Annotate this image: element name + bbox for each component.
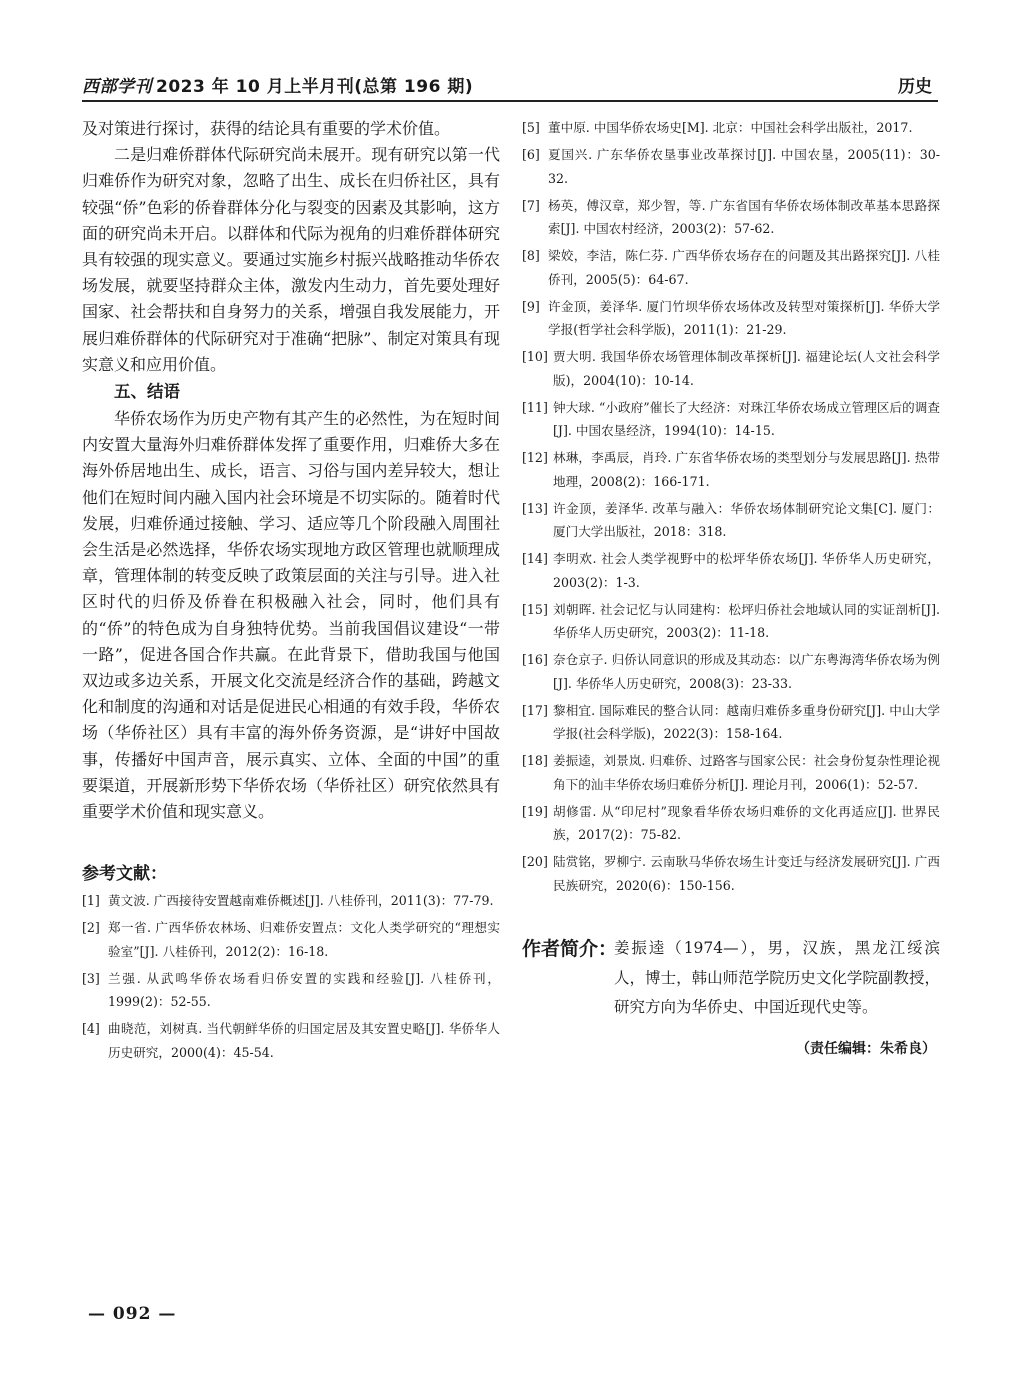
paragraph-1: 及对策进行探讨，获得的结论具有重要的学术价值。 xyxy=(82,119,451,138)
reference-item xyxy=(522,116,940,140)
reference-number: [17] xyxy=(522,702,548,718)
reference-text: 林琳，李禹辰，肖玲. 广东省华侨农场的类型划分与发展思路[J]. 热带地理，2008(2)：166-171. xyxy=(553,450,940,489)
reference-number: [1] xyxy=(82,893,100,909)
reference-text: 李明欢. 社会人类学视野中的松坪华侨农场[J]. 华侨华人历史研究，2003(2)：1-3. xyxy=(553,551,940,590)
reference-number: [10] xyxy=(522,349,548,364)
reference-text: 胡修雷. 从“印尼村”现象看华侨农场归难侨的文化再适应[J]. 世界民族，2017(2)：75-82. xyxy=(553,803,940,842)
reference-item xyxy=(82,889,500,913)
reference-text: 姜振逵，刘景岚. 归难侨、过路客与国家公民：社会身份复杂性理论视角下的汕丰华侨农场归难侨分析[J]. 理论月刊，2006(1)：52-57. xyxy=(553,753,940,792)
reference-item xyxy=(522,648,940,695)
reference-number: [5] xyxy=(522,120,540,135)
reference-number: [9] xyxy=(522,298,540,314)
section-label: 历史 xyxy=(898,77,932,97)
reference-list-left xyxy=(82,889,500,1064)
reference-number: [3] xyxy=(82,970,100,986)
reference-number: [13] xyxy=(522,500,548,516)
reference-item xyxy=(522,699,940,746)
reference-text: 董中原. 中国华侨农场史[M]. 北京：中国社会科学出版社，2017. xyxy=(548,120,913,135)
reference-number: [16] xyxy=(522,652,548,667)
reference-text: 许金顶，姜泽华. 改革与融入：华侨农场体制研究论文集[C]. 厦门：厦门大学出版社，2018：318. xyxy=(553,500,940,539)
reference-item xyxy=(82,967,500,1014)
paragraph-2: 二是归难侨群体代际研究尚未展开。现有研究以第一代归难侨作为研究对象，忽略了出生、成长在归侨社区，具有较强“侨”色彩的侨眷群体分化与裂变的因素及其影响，这方面的研究尚未开启。以群体和代际为视角的归难侨群体研究具有较强的现实意义。要通过实施乡村振兴战略推动华侨农场发展，就要坚持群众主体，激发内生动力，首先要处理好国家、社会帮扶和自身努力的关系，增强自我发展能力，开展归难侨群体的代际研究对于准确“把脉”、制定对策具有现实意义和应用价值。 xyxy=(82,145,500,374)
reference-item xyxy=(522,396,940,443)
reference-text: 曲晓范，刘树真. 当代朝鲜华侨的归国定居及其安置史略[J]. 华侨华人历史研究，2000(4)：45-54. xyxy=(108,1021,500,1060)
issue-label: 2023 年 10 月上半月刊(总第 196 期) xyxy=(156,77,474,97)
reference-item xyxy=(522,446,940,493)
reference-text: 刘朝晖. 社会记忆与认同建构：松坪归侨社会地域认同的实证剖析[J]. 华侨华人历史研究，2003(2)：11-18. xyxy=(553,601,940,640)
responsible-editor: （责任编辑：朱希良） xyxy=(796,1041,936,1057)
reference-text: 杨英，傅汉章，郑少智，等. 广东省国有华侨农场体制改革基本思路探索[J]. 中国农村经济，2003(2)：57-62. xyxy=(548,197,940,236)
journal-logo: 西部学刊 xyxy=(82,77,152,97)
reference-text: 梁姣，李洁，陈仁芬. 广西华侨农场存在的问题及其出路探究[J]. 八桂侨刊，2005(5)：64-67. xyxy=(548,248,940,287)
page-number: — 092 — xyxy=(88,1304,177,1324)
reference-item xyxy=(522,547,940,594)
author-bio xyxy=(522,934,940,1023)
reference-item xyxy=(522,345,940,392)
reference-list-right xyxy=(522,116,940,897)
reference-item xyxy=(522,194,940,241)
reference-text: 奈仓京子. 归侨认同意识的形成及其动态：以广东粤海湾华侨农场为例[J]. 华侨华人历史研究，2008(3)：23-33. xyxy=(553,652,940,691)
reference-text: 贾大明. 我国华侨农场管理体制改革探析[J]. 福建论坛(人文社会科学版)，2004(10)：10-14. xyxy=(553,349,940,388)
reference-text: 黄文波. 广西接待安置越南难侨概述[J]. 八桂侨刊，2011(3)：77-79. xyxy=(108,893,494,909)
reference-text: 钟大球. “小政府”催长了大经济：对珠江华侨农场成立管理区后的调查[J]. 中国农垦经济，1994(10)：14-15. xyxy=(553,399,940,438)
reference-text: 郑一省. 广西华侨农林场、归难侨安置点：文化人类学研究的“理想实验室”[J]. 八桂侨刊，2012(2)：16-18. xyxy=(108,920,500,959)
reference-number: [20] xyxy=(522,854,548,869)
paragraph-3: 华侨农场作为历史产物有其产生的必然性，为在短时间内安置大量海外归难侨群体发挥了重要作用，归难侨大多在海外侨居地出生、成长，语言、习俗与国内差异较大，想让他们在短时间内融入国内社会环境是不切实际的。随着时代发展，归难侨通过接触、学习、适应等几个阶段融入周围社会生活是必然选择，华侨农场实现地方政区管理也就顺理成章，管理体制的转变反映了政策层面的关注与引导。进入社区时代的归侨及侨眷在积极融入社会，同时，他们具有的“侨”的特色成为自身独特优势。当前我国倡议建设“一带一路”，促进各国合作共赢。在此背景下，借助我国与他国双边或多边关系，开展文化交流是经济合作的基础，跨越文化和制度的沟通和对话是促进民心相通的有效手段，华侨农场（华侨社区）具有丰富的海外侨务资源，是“讲好中国故事，传播好中国声音，展示真实、立体、全面的中国”的重要渠道，开展新形势下华侨农场（华侨社区）研究依然具有重要学术价值和现实意义。 xyxy=(82,409,500,822)
reference-item xyxy=(522,143,940,190)
reference-number: [11] xyxy=(522,399,548,415)
reference-number: [2] xyxy=(82,920,100,936)
reference-number: [4] xyxy=(82,1021,100,1037)
reference-item xyxy=(522,598,940,645)
reference-number: [7] xyxy=(522,197,540,213)
reference-text: 兰强. 从武鸣华侨农场看归侨安置的实践和经验[J]. 八桂侨刊，1999(2)：52-55. xyxy=(108,970,500,1010)
reference-number: [15] xyxy=(522,601,548,617)
reference-text: 黎相宜. 国际难民的整合认同：越南归难侨多重身份研究[J]. 中山大学学报(社会科学版)，2022(3)：158-164. xyxy=(553,702,940,741)
section-5-title: 五、结语 xyxy=(114,382,180,402)
reference-number: [18] xyxy=(522,753,548,768)
reference-number: [8] xyxy=(522,248,540,263)
left-column xyxy=(82,116,500,1068)
reference-item xyxy=(522,497,940,544)
reference-item xyxy=(82,1017,500,1064)
reference-item xyxy=(522,800,940,847)
reference-text: 陆赏铭，罗柳宁. 云南耿马华侨农场生计变迁与经济发展研究[J]. 广西民族研究，2020(6)：150-156. xyxy=(553,854,940,893)
reference-number: [6] xyxy=(522,147,540,162)
reference-text: 夏国兴. 广东华侨农垦事业改革探讨[J]. 中国农垦，2005(11)：30-32. xyxy=(548,147,940,186)
reference-item xyxy=(522,244,940,291)
right-column xyxy=(522,116,940,1058)
reference-item xyxy=(522,850,940,897)
references-title: 参考文献： xyxy=(82,864,167,885)
reference-number: [14] xyxy=(522,551,548,566)
author-bio-text: 姜振逵（1974—），男，汉族，黑龙江绥滨人，博士，韩山师范学院历史文化学院副教授，研究方向为华侨史、中国近现代史等。 xyxy=(614,939,940,1016)
reference-text: 许金顶，姜泽华. 厦门竹坝华侨农场体改及转型对策探析[J]. 华侨大学学报(哲学社会科学版)，2011(1)：21-29. xyxy=(548,298,940,337)
reference-item xyxy=(82,916,500,963)
page-header xyxy=(82,70,938,102)
journal-issue-line xyxy=(82,72,473,97)
reference-item xyxy=(522,295,940,342)
reference-item xyxy=(522,749,940,796)
reference-number: [12] xyxy=(522,450,548,465)
author-bio-label: 作者简介： xyxy=(522,938,618,960)
reference-number: [19] xyxy=(522,803,548,819)
